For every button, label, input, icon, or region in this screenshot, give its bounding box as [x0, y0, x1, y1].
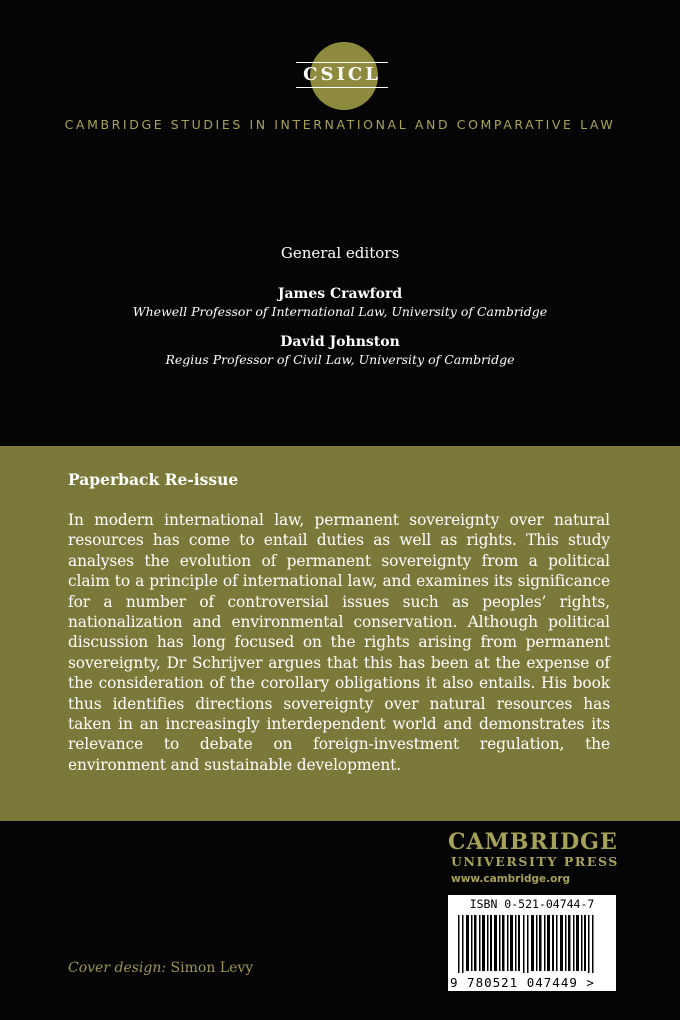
top-panel — [0, 0, 680, 446]
cover-designer: Simon Levy — [170, 960, 254, 976]
general-editors — [0, 244, 680, 381]
cover-label: Cover design: — [68, 960, 167, 976]
publisher-name: CAMBRIDGE — [448, 829, 618, 855]
logo-rule-top — [296, 62, 388, 63]
editors-label: General editors — [280, 244, 400, 262]
publisher-sub: UNIVERSITY PRESS — [451, 854, 619, 869]
isbn-barcode — [448, 895, 616, 991]
reissue-heading: Paperback Re-issue — [68, 470, 239, 489]
cover-credit — [68, 960, 253, 976]
logo-rule-bottom — [296, 87, 388, 88]
editor-role: Regius Professor of Civil Law, University of Cambridge — [165, 352, 515, 367]
editor-role: Whewell Professor of International Law, University of Cambridge — [132, 304, 548, 319]
publisher-url: www.cambridge.org — [451, 873, 571, 885]
logo-text: CSICL — [303, 64, 381, 85]
isbn-digits: 9 780521 047449 > — [450, 975, 595, 990]
editor-name: David Johnston — [280, 334, 400, 350]
book-description: In modern international law, permanent sovereignty over natural resources has come to entail duties as well as rights. This study analyses the evolution of permanent sovereignty from a political claim to a principle of international law, and examines its significance for a number of controversial issues such as peoples’ rights, nationalization and environmental conservation. Although political discussion has long focused on the rights arising from permanent sovereignty, Dr Schrijver argues that this has been at the expense of the consideration of the corollary obligations it also entails. His book thus identifies directions sovereignty over natural resources has taken in an increasingly interdependent world and demonstrates its relevance to debate on foreign-investment regulation, the environment and sustainable development. — [68, 511, 610, 774]
description-band — [0, 446, 680, 821]
csicl-logo — [290, 42, 394, 110]
series-title: CAMBRIDGE STUDIES IN INTERNATIONAL AND COMPARATIVE LAW — [64, 117, 616, 132]
editor-name: James Crawford — [277, 286, 403, 302]
barcode-bars-icon — [452, 915, 612, 973]
bottom-panel — [0, 821, 680, 1020]
isbn-label: ISBN 0-521-04744-7 — [469, 897, 595, 911]
